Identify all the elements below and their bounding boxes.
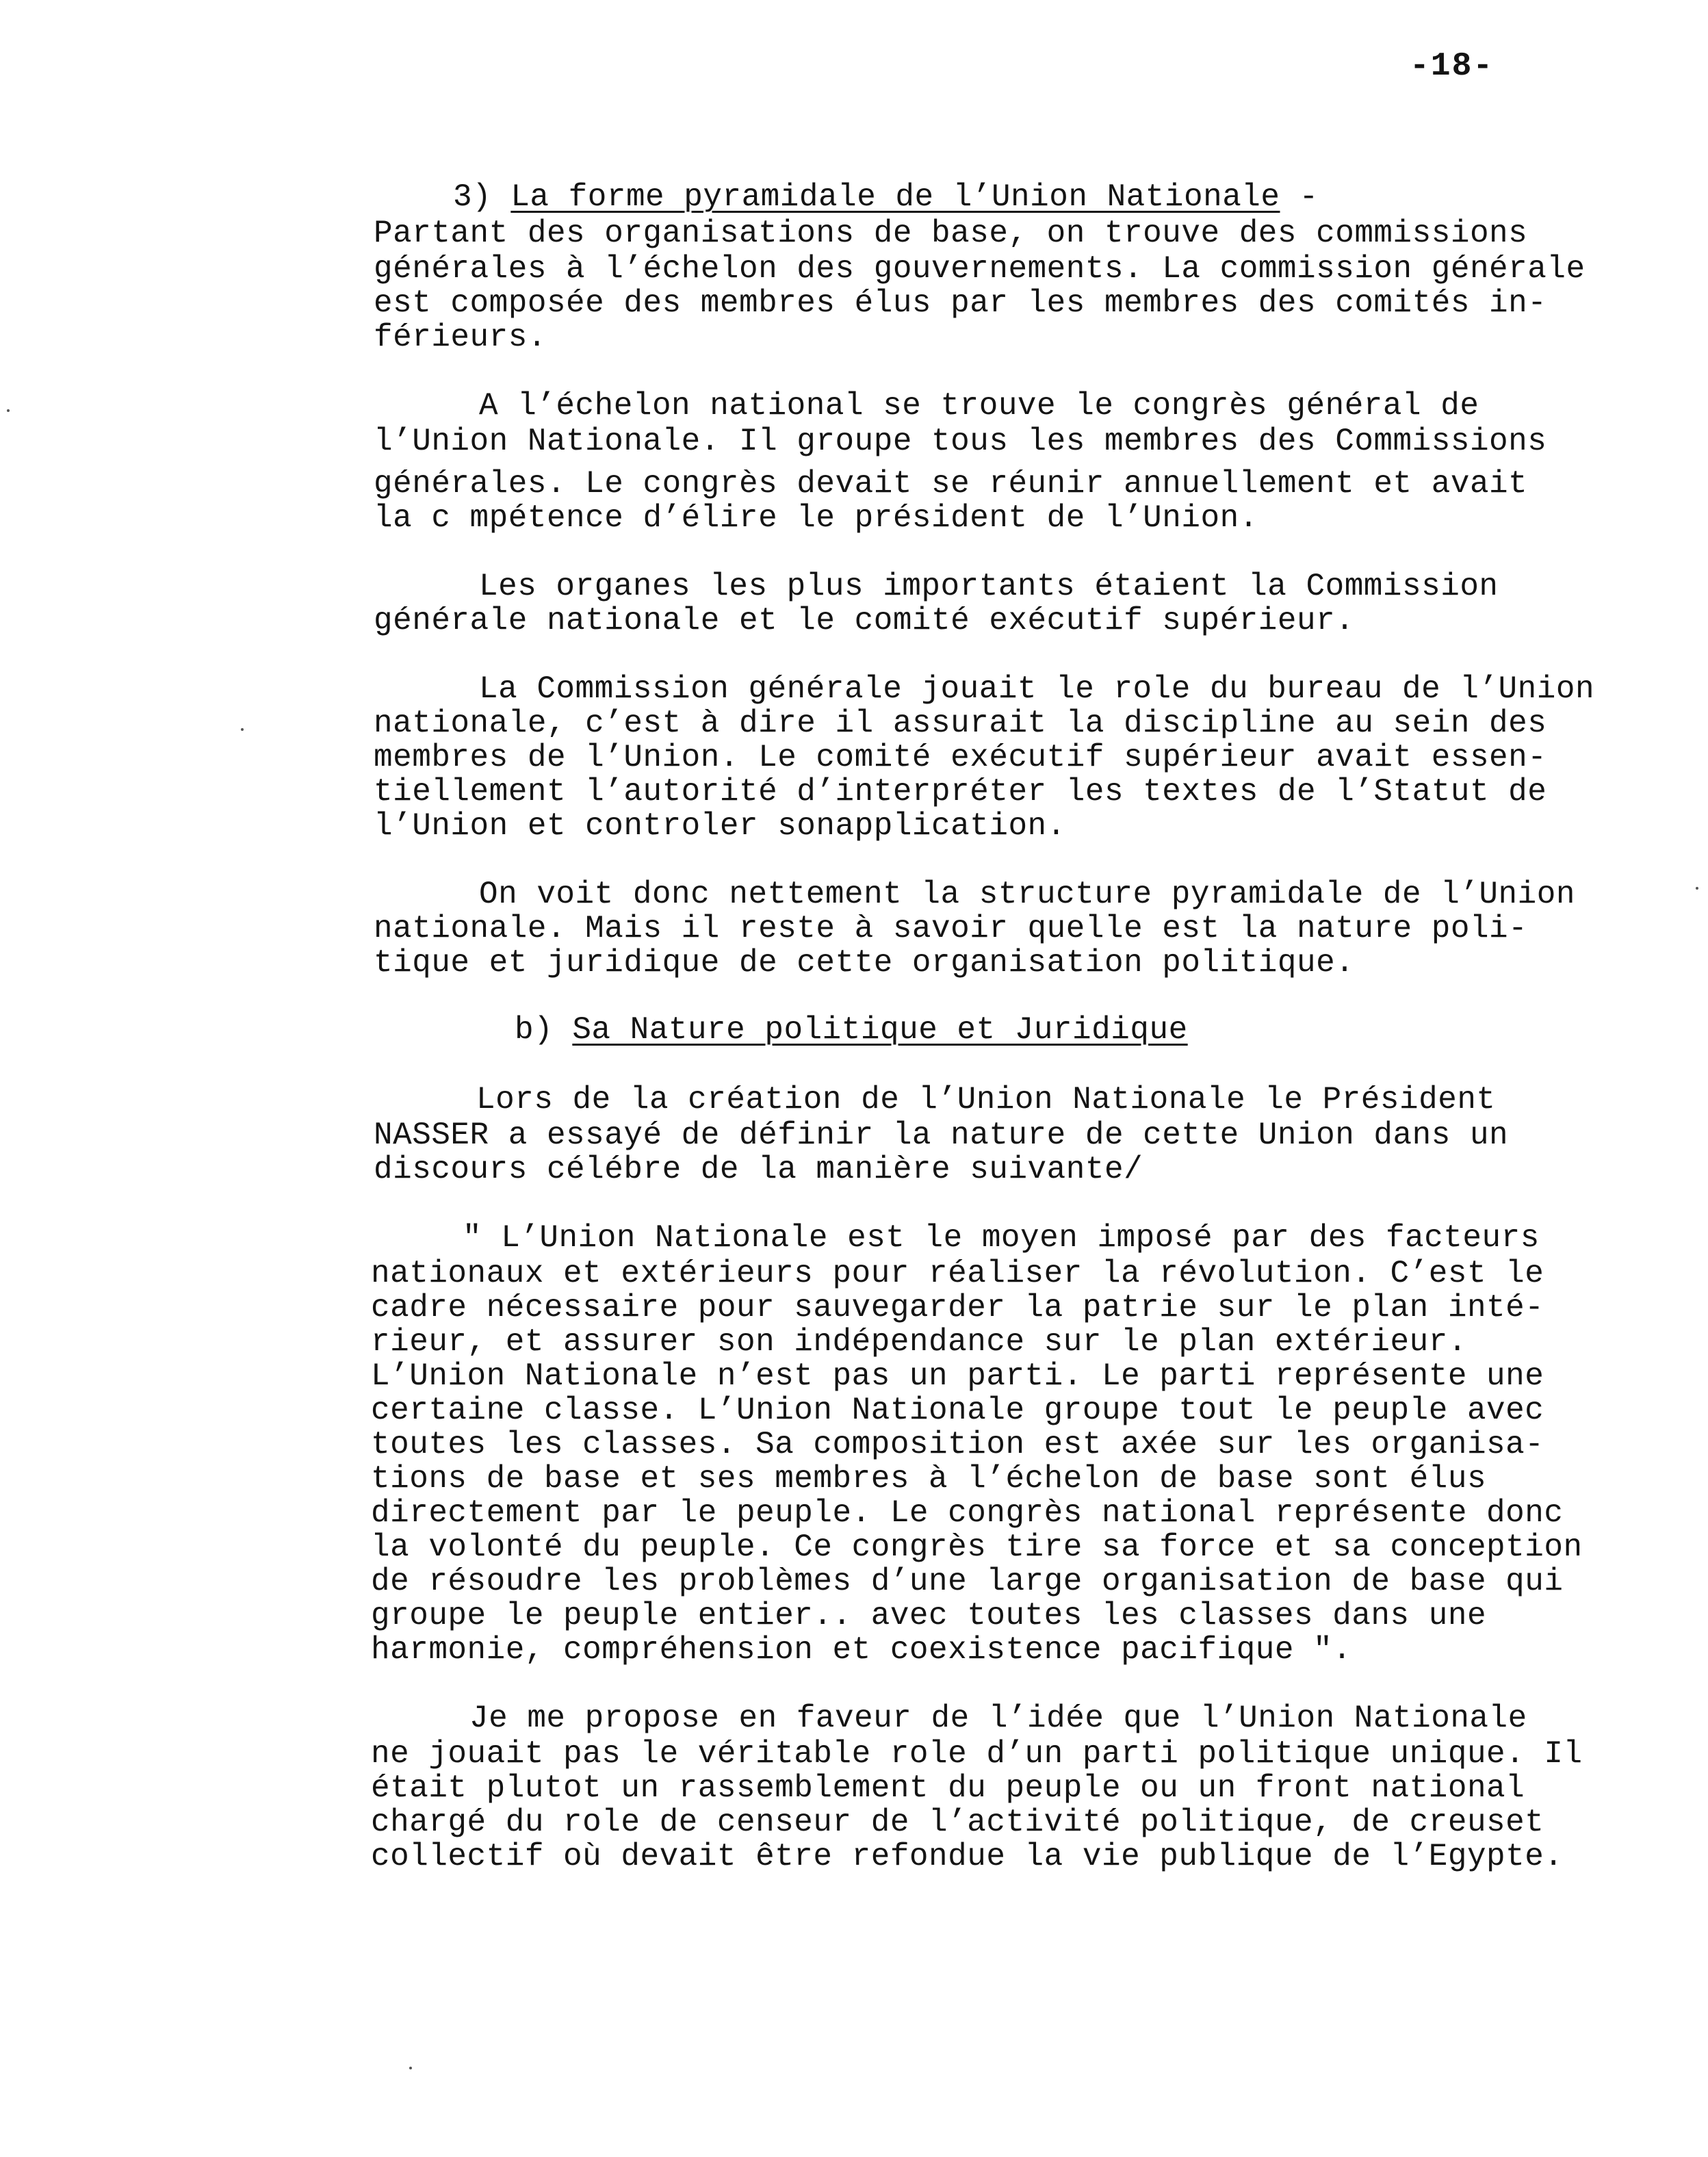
quote-line: rieur, et assurer son indépendance sur le plan extérieur. <box>371 1324 1467 1360</box>
quote-line: groupe le peuple entier.. avec toutes les classes dans une <box>371 1598 1487 1633</box>
scan-speck <box>7 409 10 412</box>
page-number: -18- <box>1410 48 1494 85</box>
quote-line: " L’Union Nationale est le moyen imposé par des facteurs <box>463 1220 1540 1256</box>
section-3-heading <box>453 180 1319 214</box>
text-line: discours célébre de la manière suivante/ <box>374 1152 1143 1187</box>
text-line: l’Union Nationale. Il groupe tous les membres des Commissions <box>374 424 1547 459</box>
text-line: tiellement l’autorité d’interpréter les textes de l’Statut de <box>374 774 1547 810</box>
section-b-title: Sa Nature politique et Juridique <box>572 1012 1188 1048</box>
quote-line: de résoudre les problèmes d’une large organisation de base qui <box>371 1564 1564 1599</box>
text-line: NASSER a essayé de définir la nature de cette Union dans un <box>374 1118 1509 1153</box>
section-3-title: La forme pyramidale de l’Union Nationale <box>510 179 1280 215</box>
section-b-letter: b) <box>515 1012 573 1048</box>
text-line: est composée des membres élus par les membres des comités in- <box>374 285 1547 321</box>
quote-line: tions de base et ses membres à l’échelon de base sont élus <box>371 1461 1487 1497</box>
text-line: La Commission générale jouait le role du bureau de l’Union <box>479 671 1595 707</box>
text-line: était plutot un rassemblement du peuple ou un front national <box>371 1770 1525 1806</box>
scan-speck <box>409 2067 412 2069</box>
text-line: On voit donc nettement la structure pyramidale de l’Union <box>479 877 1575 912</box>
text-line: Je me propose en faveur de l’idée que l’Union Nationale <box>469 1701 1527 1736</box>
text-line: Lors de la création de l’Union Nationale le Président <box>476 1082 1496 1118</box>
scan-speck <box>241 728 244 731</box>
quote-line: la volonté du peuple. Ce congrès tire sa force et sa conception <box>371 1529 1583 1565</box>
text-line: férieurs. <box>374 320 547 355</box>
text-line: générale nationale et le comité exécutif supérieur. <box>374 603 1355 638</box>
text-line: l’Union et controler sonapplication. <box>374 808 1066 844</box>
quote-line: cadre nécessaire pour sauvegarder la patrie sur le plan inté- <box>371 1290 1544 1326</box>
text-line: Les organes les plus importants étaient la Commission <box>479 569 1499 604</box>
text-line: collectif où devait être refondue la vie publique de l’Egypte. <box>371 1839 1564 1874</box>
quote-line: nationaux et extérieurs pour réaliser la révolution. C’est le <box>371 1256 1544 1291</box>
section-3-dash: - <box>1280 179 1319 215</box>
text-line: ne jouait pas le véritable role d’un parti politique unique. Il <box>371 1736 1583 1772</box>
quote-line: certaine classe. L’Union Nationale groupe tout le peuple avec <box>371 1393 1544 1428</box>
quote-line: directement par le peuple. Le congrès national représente donc <box>371 1495 1564 1531</box>
quote-line: harmonie, compréhension et coexistence pacifique ". <box>371 1632 1352 1668</box>
text-line: nationale, c’est à dire il assurait la discipline au sein des <box>374 706 1547 741</box>
text-line: membres de l’Union. Le comité exécutif supérieur avait essen- <box>374 740 1547 775</box>
quote-line: toutes les classes. Sa composition est axée sur les organisa- <box>371 1427 1544 1462</box>
text-line: Partant des organisations de base, on trouve des commissions <box>374 216 1528 251</box>
section-3-number: 3) <box>453 179 511 215</box>
text-line: chargé du role de censeur de l’activité politique, de creuset <box>371 1805 1544 1840</box>
scan-speck <box>1696 887 1698 890</box>
section-b-heading <box>515 1013 1188 1047</box>
text-line: A l’échelon national se trouve le congrès général de <box>479 388 1479 424</box>
text-line: générales à l’échelon des gouvernements. La commission générale <box>374 251 1586 287</box>
quote-line: L’Union Nationale n’est pas un parti. Le parti représente une <box>371 1358 1544 1394</box>
text-line: nationale. Mais il reste à savoir quelle est la nature poli- <box>374 911 1528 946</box>
text-line: tique et juridique de cette organisation politique. <box>374 945 1355 981</box>
text-line: la c mpétence d’élire le président de l’Union. <box>374 500 1258 536</box>
text-line: générales. Le congrès devait se réunir annuellement et avait <box>374 466 1528 502</box>
